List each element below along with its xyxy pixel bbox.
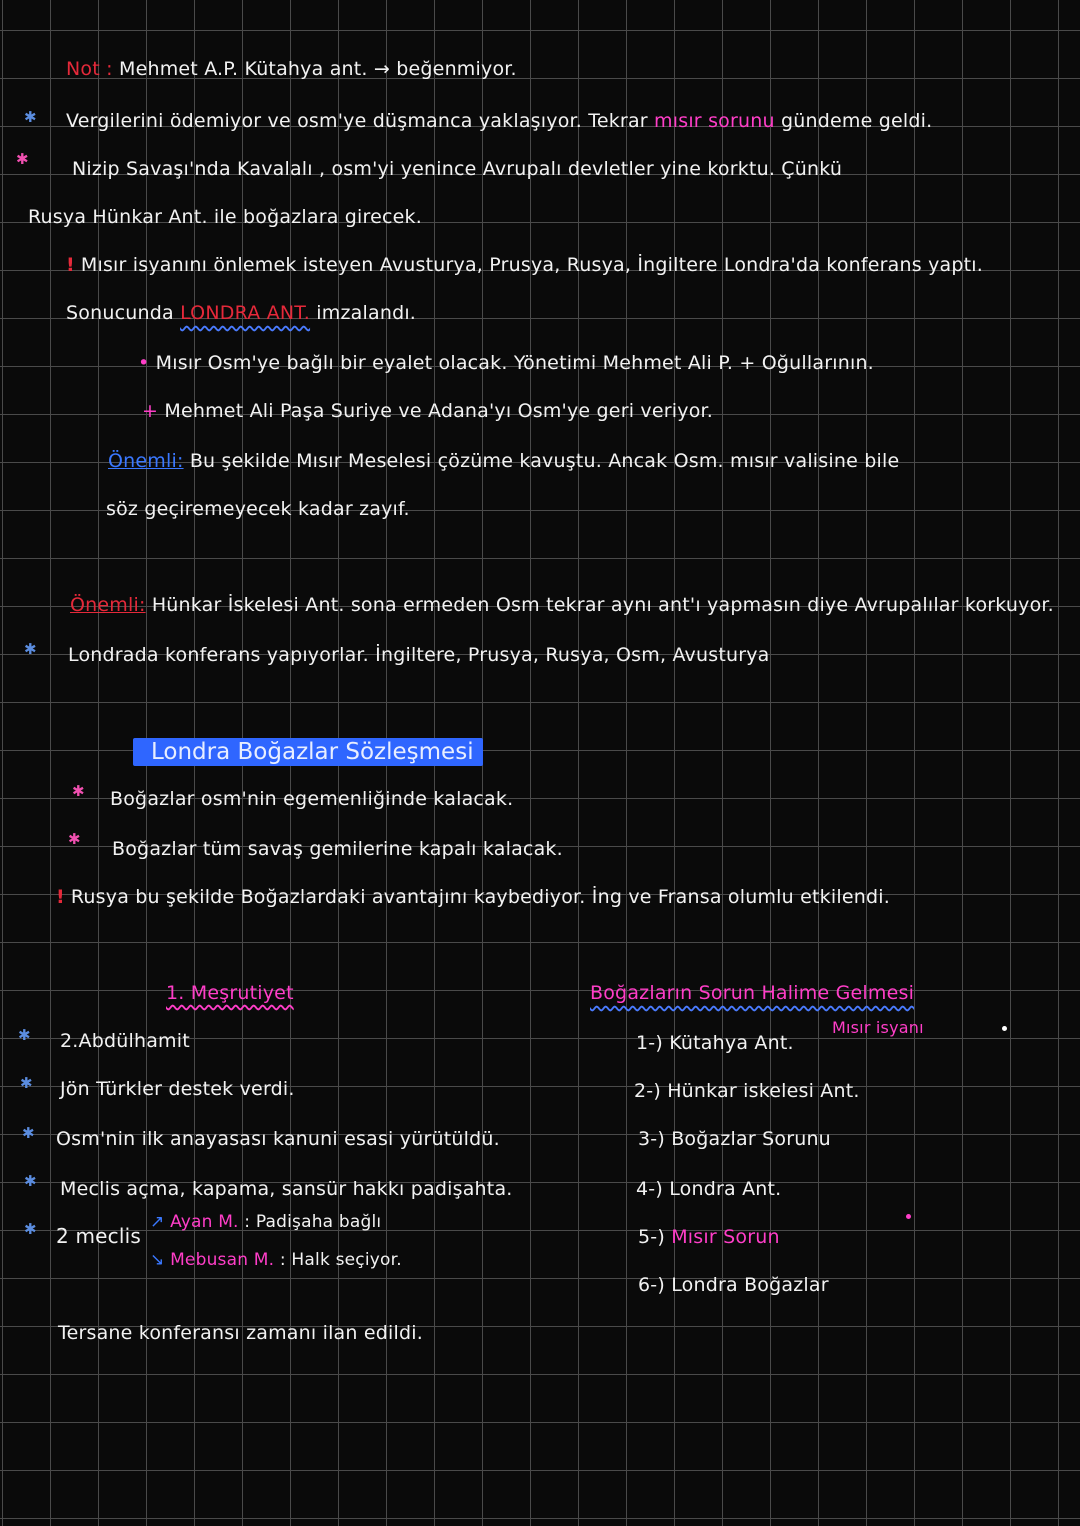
dot-marker	[906, 1214, 911, 1219]
star-marker: ✱	[20, 1074, 33, 1092]
star-marker: ✱	[16, 150, 29, 168]
important-line	[70, 594, 1054, 616]
bullet-item	[142, 400, 713, 422]
text-segment: Mısır isyanını önlemek isteyen Avusturya, Prusya, Rusya, İngiltere Londra'da konferans yaptı.	[80, 254, 984, 276]
dot-marker	[1002, 1026, 1007, 1031]
heading-bogazlar: Boğazların Sorun Halime Gelmesi	[590, 982, 915, 1004]
bullet-icon: +	[142, 400, 159, 422]
list-item	[638, 1226, 780, 1248]
note-label: Not :	[66, 58, 113, 80]
mebusan-label: Mebusan M.	[170, 1250, 275, 1270]
important-text: Hünkar İskelesi Ant. sona ermeden Osm tekrar aynı ant'ı yapmasın diye Avrupalılar korkuyor.	[151, 594, 1054, 616]
ayan-text: : Padişaha bağlı	[244, 1212, 382, 1232]
text-line: Londrada konferans yapıyorlar. İngiltere, Prusya, Rusya, Osm, Avusturya	[68, 644, 770, 666]
important-line	[108, 450, 899, 472]
text-line	[66, 254, 983, 276]
bullet-text: Mısır Osm'ye bağlı bir eyalet olacak. Yönetimi Mehmet Ali P. + Oğullarının.	[155, 352, 874, 374]
text-line	[66, 110, 932, 132]
bullet-icon: •	[138, 352, 150, 374]
text-line: Jön Türkler destek verdi.	[60, 1078, 295, 1100]
important-text: Bu şekilde Mısır Meselesi çözüme kavuştu. Ancak Osm. mısır valisine bile	[189, 450, 900, 472]
star-marker: ✱	[22, 1124, 35, 1142]
text-segment: imzalandı.	[316, 302, 417, 324]
star-marker: ✱	[68, 830, 81, 848]
highlight-pink: mısır sorunu	[654, 110, 775, 132]
heading-mesrutiyet: 1. Meşrutiyet	[166, 982, 294, 1004]
list-item-pink: Mısır Sorun	[671, 1226, 780, 1248]
text-line: söz geçiremeyecek kadar zayıf.	[106, 498, 410, 520]
text-line	[56, 886, 890, 908]
meclis-row	[150, 1212, 381, 1232]
text-segment: Sonucunda	[66, 302, 174, 324]
list-item: 4-) Londra Ant.	[636, 1178, 782, 1200]
text-line: 2 meclis	[56, 1224, 141, 1248]
list-item: 6-) Londra Boğazlar	[638, 1274, 829, 1296]
text-line: Osm'nin ilk anayasası kanuni esasi yürütüldü.	[56, 1128, 500, 1150]
arrow-icon: ↘	[150, 1250, 165, 1270]
star-marker: ✱	[18, 1026, 31, 1044]
section-title-text: Londra Boğazlar Sözleşmesi	[151, 739, 474, 765]
list-item: 3-) Boğazlar Sorunu	[638, 1128, 831, 1150]
text-segment: gündeme geldi.	[780, 110, 933, 132]
star-marker: ✱	[24, 1220, 37, 1238]
mebusan-text: : Halk seçiyor.	[279, 1250, 402, 1270]
text-line: Meclis açma, kapama, sansür hakkı padişahta.	[60, 1178, 513, 1200]
text-line: Boğazlar tüm savaş gemilerine kapalı kalacak.	[112, 838, 563, 860]
meclis-row	[150, 1250, 402, 1270]
star-marker: ✱	[24, 640, 37, 658]
arrow-icon: ↗	[150, 1212, 165, 1232]
text-segment: Vergilerini ödemiyor ve osm'ye düşmanca yaklaşıyor. Tekrar	[66, 110, 648, 132]
text-line: 2.Abdülhamit	[60, 1030, 190, 1052]
important-label: Önemli:	[108, 450, 184, 472]
text-segment: Rusya bu şekilde Boğazlardaki avantajını kaybediyor. İng ve Fransa olumlu etkilendi.	[70, 886, 890, 908]
list-item: 2-) Hünkar iskelesi Ant.	[634, 1080, 860, 1102]
list-item-number: 5-)	[638, 1226, 665, 1248]
text-line: Tersane konferansı zamanı ilan edildi.	[58, 1322, 423, 1344]
treaty-name: LONDRA ANT.	[180, 302, 311, 324]
note-text: Mehmet A.P. Kütahya ant. → beğenmiyor.	[118, 58, 517, 80]
text-line: Nizip Savaşı'nda Kavalalı , osm'yi yenince Avrupalı devletler yine korktu. Çünkü	[72, 158, 843, 180]
bullet-text: Mehmet Ali Paşa Suriye ve Adana'yı Osm'ye geri veriyor.	[164, 400, 714, 422]
list-item: 1-) Kütahya Ant.	[636, 1032, 794, 1054]
star-marker: ✱	[24, 108, 37, 126]
text-line: Rusya Hünkar Ant. ile boğazlara girecek.	[28, 206, 422, 228]
section-title	[133, 738, 483, 766]
bullet-item	[138, 352, 874, 374]
warning-icon: !	[66, 254, 75, 276]
text-line	[66, 302, 416, 324]
important-label: Önemli:	[70, 594, 146, 616]
star-marker: ✱	[24, 1172, 37, 1190]
star-marker: ✱	[72, 782, 85, 800]
text-line: Boğazlar osm'nin egemenliğinde kalacak.	[110, 788, 514, 810]
warning-icon: !	[56, 886, 65, 908]
note-line	[66, 58, 517, 80]
side-note: Mısır isyanı	[832, 1018, 924, 1037]
ayan-label: Ayan M.	[170, 1212, 239, 1232]
